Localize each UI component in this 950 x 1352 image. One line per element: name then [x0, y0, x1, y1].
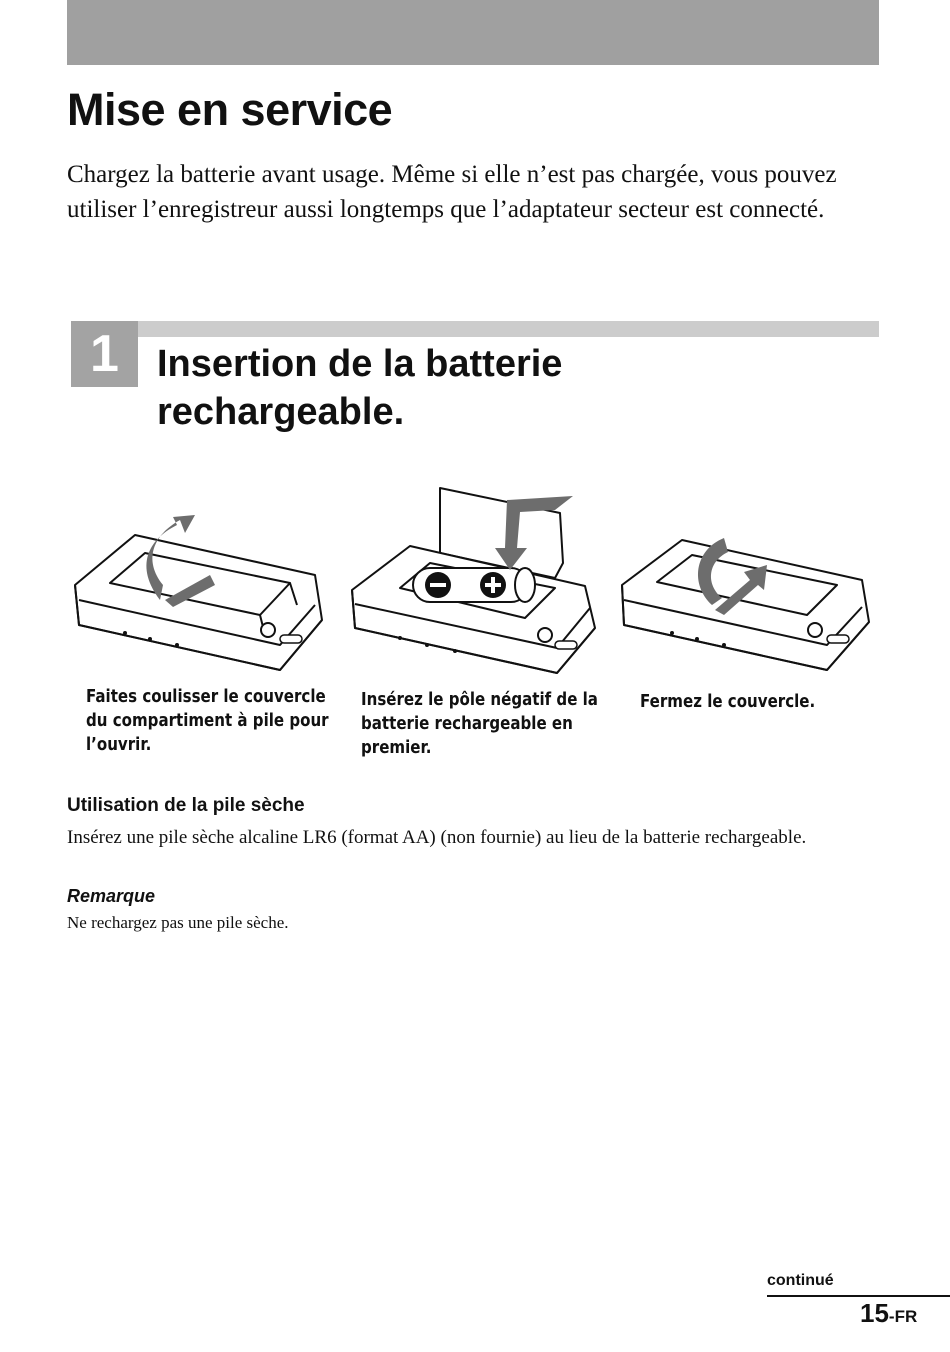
device-close-cover-icon [612, 530, 874, 685]
continued-label: continué [767, 1272, 834, 1289]
step-rule [137, 321, 879, 337]
dry-battery-heading: Utilisation de la pile sèche [67, 795, 305, 816]
step-title-line-1: Insertion de la batterie [157, 343, 563, 385]
note-label: Remarque [67, 886, 156, 906]
header-bar [67, 0, 879, 65]
device-open-cover-icon [65, 505, 327, 685]
step-number: 1 [71, 321, 138, 387]
step-title-line-2: rechargeable. [157, 391, 405, 433]
caption-close-cover: Fermez le couvercle. [640, 692, 816, 712]
note-text: Ne rechargez pas une pile sèche. [67, 913, 289, 932]
footer-rule [767, 1295, 950, 1297]
battery-insert-icon [345, 478, 605, 685]
caption-open-cover: Faites coulisser le couvercle du compartiment à pile pour l’ouvrir. [86, 687, 329, 755]
caption-insert-battery: Insérez le pôle négatif de la batterie rechargeable en premier. [361, 690, 598, 758]
page-number [860, 1298, 917, 1329]
step-title [157, 340, 757, 436]
intro-paragraph: Chargez la batterie avant usage. Même si elle n’est pas chargée, vous pouvez utiliser l’enregistreur aussi longtemps que l’adaptateur secteur est connecté. [67, 161, 837, 223]
dry-battery-text: Insérez une pile sèche alcaline LR6 (format AA) (non fournie) au lieu de la batterie rechargeable. [67, 827, 807, 848]
page-number-suffix: -FR [888, 1307, 918, 1326]
page-title: Mise en service [67, 84, 393, 135]
page-number-value: 15 [860, 1298, 889, 1328]
